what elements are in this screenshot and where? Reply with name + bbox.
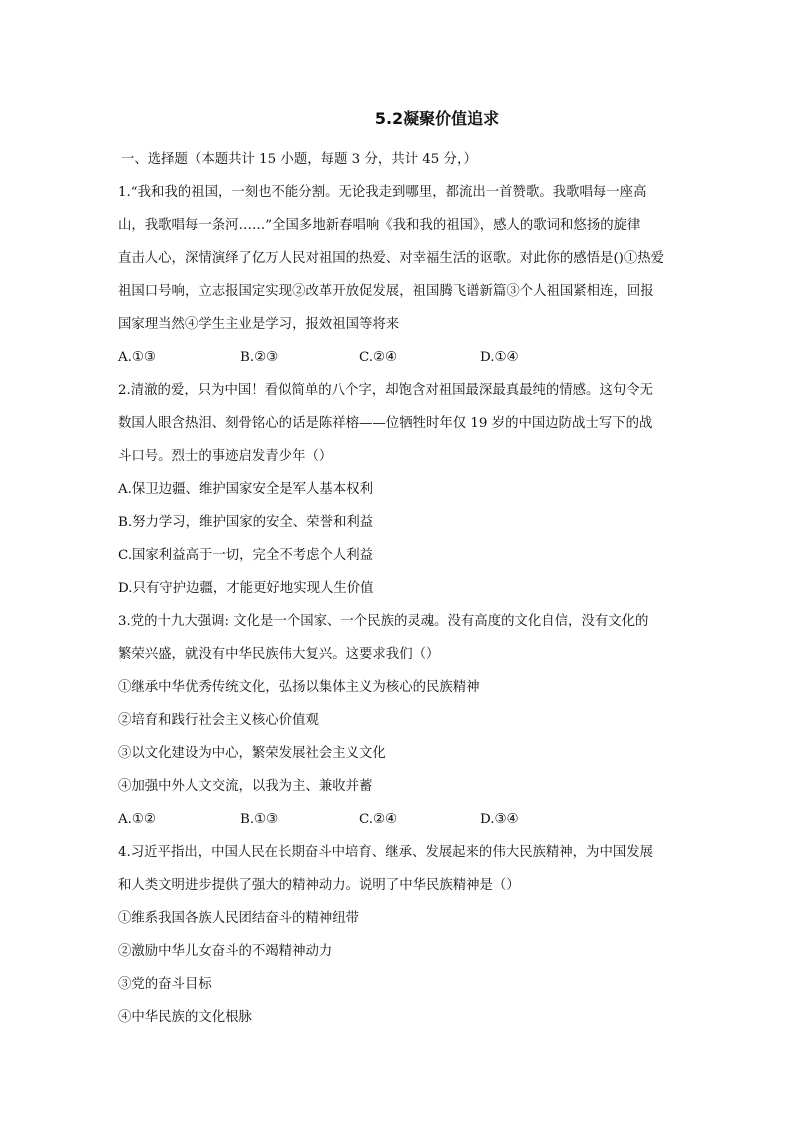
option-d: D.①④ [480, 350, 519, 365]
option-b: B.②③ [240, 350, 279, 365]
question-text-line: 祖国口号响，立志报国定实现②改革开放促发展，祖国腾飞谱新篇③个人祖国紧相连，回报 [118, 284, 654, 299]
statement-item: ②培育和践行社会主义核心价值观 [118, 713, 319, 728]
option-b: B.努力学习，维护国家的安全、荣誉和利益 [118, 515, 374, 530]
question-text-line: 3.党的十九大强调: 文化是一个国家、一个民族的灵魂。没有高度的文化自信，没有文化的 [118, 614, 649, 629]
question-text-line: 2.清澈的爱，只为中国！看似简单的八个字，却饱含对祖国最深最真最纯的情感。这句令无 [118, 383, 654, 398]
option-c: C.②④ [359, 350, 398, 365]
question-text-line: 山，我歌唱每一条河……”全国多地新春唱响《我和我的祖国》，感人的歌词和悠扬的旋律 [118, 218, 641, 233]
statement-item: ④加强中外人文交流，以我为主、兼收并蓄 [118, 779, 373, 794]
question-text-line: 数国人眼含热泪、刻骨铭心的话是陈祥榕——位牺牲时年仅 19 岁的中国边防战士写下的战 [118, 416, 653, 431]
option-c: C.②④ [359, 812, 398, 827]
option-c: C.国家利益高于一切，完全不考虑个人利益 [118, 548, 374, 563]
question-text-line: 4.习近平指出，中国人民在长期奋斗中培育、继承、发展起来的伟大民族精神，为中国发展 [118, 845, 654, 860]
option-a: A.保卫边疆、维护国家安全是军人基本权利 [118, 482, 373, 497]
statement-item: ③党的奋斗目标 [118, 977, 212, 992]
question-text-line: 直击人心，深情演绎了亿万人民对祖国的热爱、对幸福生活的讴歌。对此你的感悟是()①热爱 [118, 251, 665, 266]
option-a: A.①② [118, 812, 156, 827]
question-text-line: 国家理当然④学生主业是学习，报效祖国等将来 [118, 317, 400, 332]
question-text-line: 斗口号。烈士的事迹启发青少年（） [118, 449, 333, 464]
document-title: 5.2凝聚价值追求 [374, 109, 500, 128]
statement-item: ①维系我国各族人民团结奋斗的精神纽带 [118, 911, 360, 926]
option-a: A.①③ [118, 350, 156, 365]
option-d: D.③④ [480, 812, 519, 827]
statement-item: ④中华民族的文化根脉 [118, 1010, 252, 1025]
option-d: D.只有守护边疆，才能更好地实现人生价值 [118, 581, 374, 596]
question-text-line: 1.“我和我的祖国，一刻也不能分割。无论我走到哪里，都流出一首赞歌。我歌唱每一座高 [118, 185, 647, 200]
statement-item: ①继承中华优秀传统文化，弘扬以集体主义为核心的民族精神 [118, 680, 480, 695]
statement-item: ②激励中华儿女奋斗的不竭精神动力 [118, 944, 333, 959]
statement-item: ③以文化建设为中心，繁荣发展社会主义文化 [118, 746, 386, 761]
section-heading: 一、选择题（本题共计 15 小题，每题 3 分，共计 45 分，） [121, 152, 478, 167]
option-b: B.①③ [240, 812, 279, 827]
question-text-line: 繁荣兴盛，就没有中华民族伟大复兴。这要求我们（） [118, 647, 440, 662]
question-text-line: 和人类文明进步提供了强大的精神动力。说明了中华民族精神是（） [118, 878, 520, 893]
